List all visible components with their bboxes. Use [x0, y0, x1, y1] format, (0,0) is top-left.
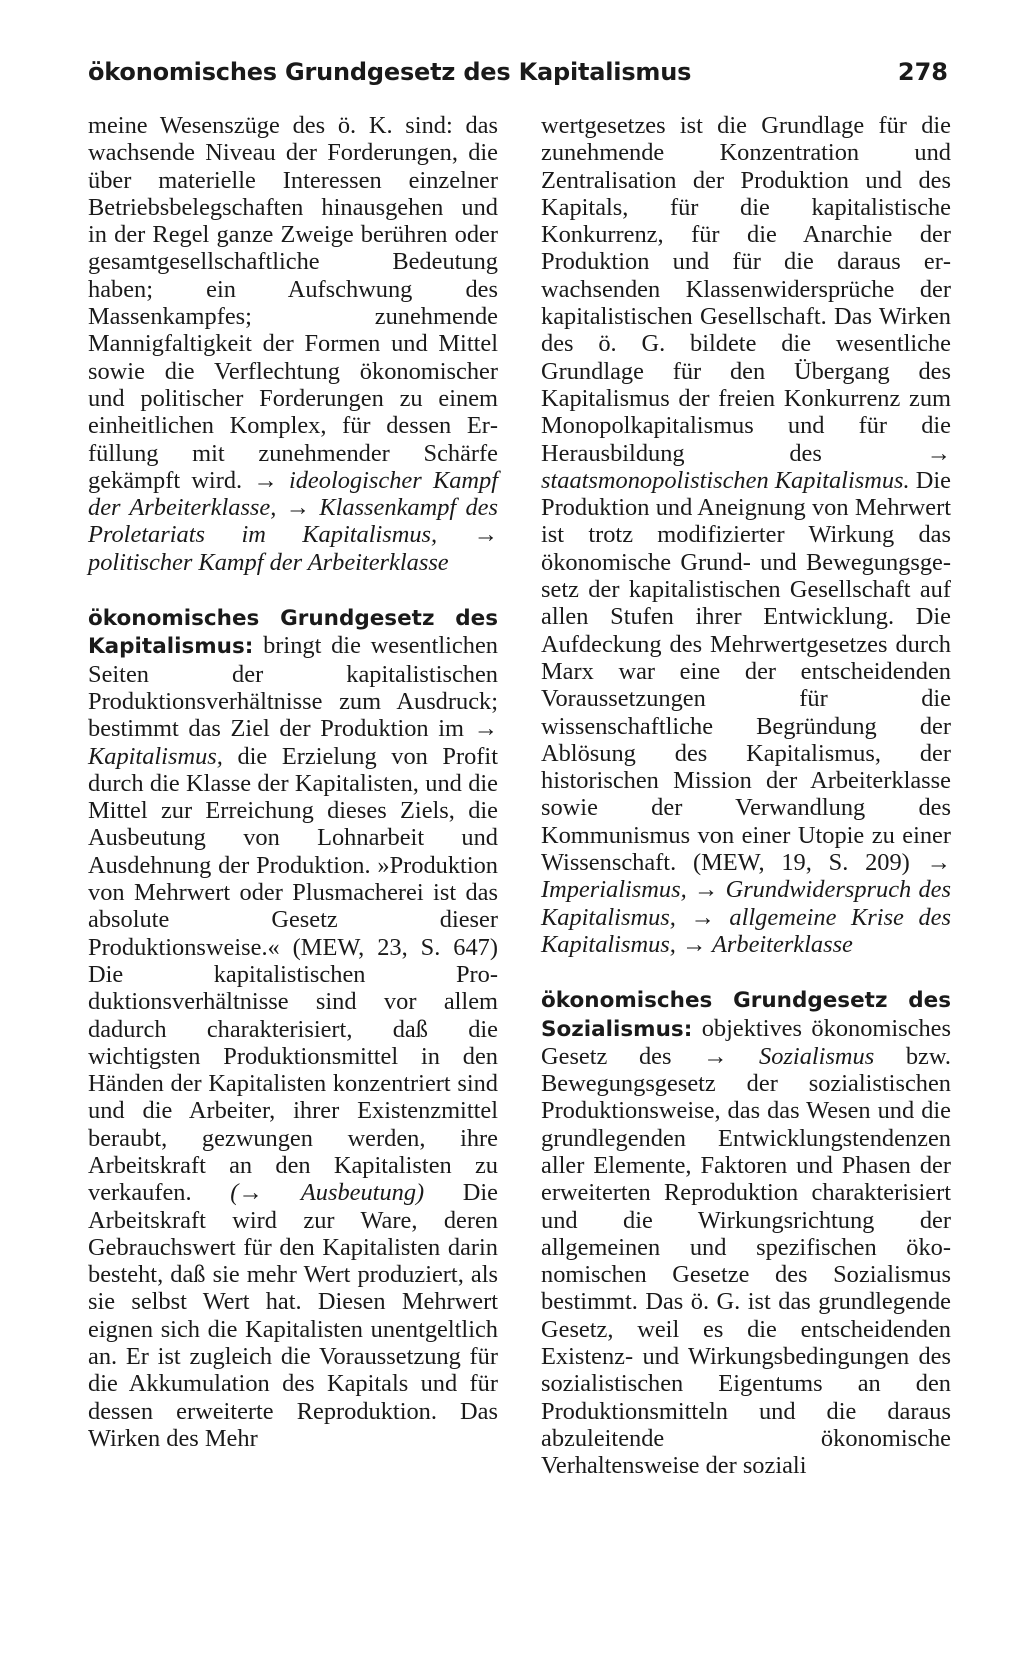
entry-separator — [541, 958, 951, 986]
entry-separator — [88, 576, 498, 604]
entry-text: objektives ökonomisches Gesetz des — [541, 1014, 951, 1070]
entry-heading-kapitalismus: ökonomisches Grundgesetz des Kapitalismus: — [88, 606, 498, 660]
cross-references[interactable]: → Imperialismus, → Grundwiderspruch des Kapitalismus, → allgemeine Krise des Kapitalismus, → Arbeiterklasse — [541, 849, 952, 958]
continuation-text: Die Produktion und Aneignung von Mehrwert ist trotz modifizierter Wirkung das ökonomische Grund- und Bewegungsgesetz der kapitalistischen Gesellschaft auf allen Stufen ihrer Entwicklung. Die Aufdeckung des Mehrwertgesetzes durch Marx war eine der entscheidenden Voraussetzungen für die wissenschaftliche Begründung der Ablösung des Kapitalismus, der historischen Mission der Arbeiterklasse sowie der Verwandlung des Kommunismus von einer Utopie zu einer Wissenschaft. (MEW, 19, S. 209) — [541, 466, 951, 877]
cross-references[interactable]: → ideologischer Kampf der Arbeiterklasse, → Klassenkampf des Proletariats im Kapitalismus, → politischer Kampf der Arbeiterklasse — [88, 466, 498, 576]
cross-reference-sozialismus[interactable]: → Sozialismus — [703, 1042, 875, 1070]
entry-text: bzw. Bewegungsgesetz der sozialistischen Produktionsweise, das das Wesen und die grundlegenden Entwicklungstendenzen aller Elemente, Faktoren und Phasen der erweiterten Reproduktion charakterisiert und die Wirkungsrichtung der allgemeinen und spezifischen ökonomischen Gesetze des Sozialismus bestimmt. Das ö. G. ist das grundlegende Gesetz, weil es die entscheidenden Existenz- und Wirkungsbedingungen des sozialistischen Eigentums an den Produktionsmitteln und die daraus abzuleitende ökonomische Verhaltensweise der soziali — [541, 1042, 951, 1480]
page-number: 278 — [897, 58, 948, 86]
left-column — [88, 112, 498, 1452]
cross-reference-kapitalismus[interactable]: → Kapitalismus, — [88, 715, 498, 770]
entry-kapitalismus — [88, 604, 498, 1452]
entry-sozialismus — [541, 986, 951, 1479]
entry-heading-sozialismus: ökonomisches Grundgesetz des Sozialismus: — [541, 988, 951, 1042]
entry-text: bringt die wesentlichen Seiten der kapitalistischen Produktionsverhältnisse zum Ausdruck; bestimmt das Ziel der Produktion im — [88, 632, 498, 743]
continuation-text: meine Wesenszüge des ö. K. sind: das wachsende Niveau der Forderungen, die über materielle Interessen einzelner Betriebsbelegschaften hinausgehen und in der Regel ganze Zweige berühren oder gesamtgesellschaftliche Bedeutung haben; ein Aufschwung des Massenkampfes; zunehmende Mannigfaltigkeit der Formen und Mittel sowie die Verflechtung ökonomischer und politischer Forderungen zu einem einheitlichen Komplex, für dessen Erfüllung mit zunehmender Schärfe gekämpft wird. — [88, 112, 498, 494]
entry-continuation — [88, 112, 498, 576]
entry-text: die Erzielung von Profit durch die Klasse der Kapitalisten, und die Mittel zur Erreichung dieses Ziels, die Ausbeutung von Lohnarbeit und Ausdehnung der Produktion. »Produktion von Mehrwert oder Plusmacherei ist das absolute Gesetz dieser Produktionsweise.« (MEW, 23, S. 647) Die kapitalistischen Produktionsverhältnisse sind vor allem dadurch charakterisiert, daß die wichtigsten Produktionsmittel in den Händen der Kapitalisten konzentriert sind und die Arbeiter, ihrer Existenzmittel beraubt, gezwungen werden, ihre Arbeitskraft an den Kapitalisten zu verkaufen. — [88, 742, 498, 1207]
cross-reference-staatsmonopolistischer-kapitalismus[interactable]: → staatsmonopolistischen Kapitalismus. — [541, 439, 951, 494]
continuation-text: wertgesetzes ist die Grundlage für die zunehmende Konzentration und Zentralisation der Produktion und des Kapitals, für die kapitalistische Konkurrenz, für die Anarchie der Produktion und für die daraus erwachsenden Klassenwidersprüche der kapitalistischen Gesellschaft. Das Wirken des ö. G. bildete die wesentliche Grundlage für den Übergang des Kapitalismus der freien Konkurrenz zum Monopolkapitalismus und für die Herausbildung des — [541, 112, 951, 467]
entry-kapitalismus-continued — [541, 112, 951, 958]
entry-text: Die Arbeitskraft wird zur Ware, deren Gebrauchswert für den Kapitalisten darin besteht, daß sie mehr Wert produziert, als sie selbst Wert hat. Diesen Mehrwert eignen sich die Kapitalisten unentgeltlich an. Er ist zugleich die Voraussetzung für die Akkumulation des Kapitals und für dessen erweiterte Reproduktion. Das Wirken des Mehr — [88, 1179, 498, 1452]
cross-reference-ausbeutung[interactable]: (→ Ausbeutung) — [230, 1179, 425, 1207]
right-column — [541, 112, 951, 1480]
running-header-title: ökonomisches Grundgesetz des Kapitalismus — [88, 58, 692, 86]
